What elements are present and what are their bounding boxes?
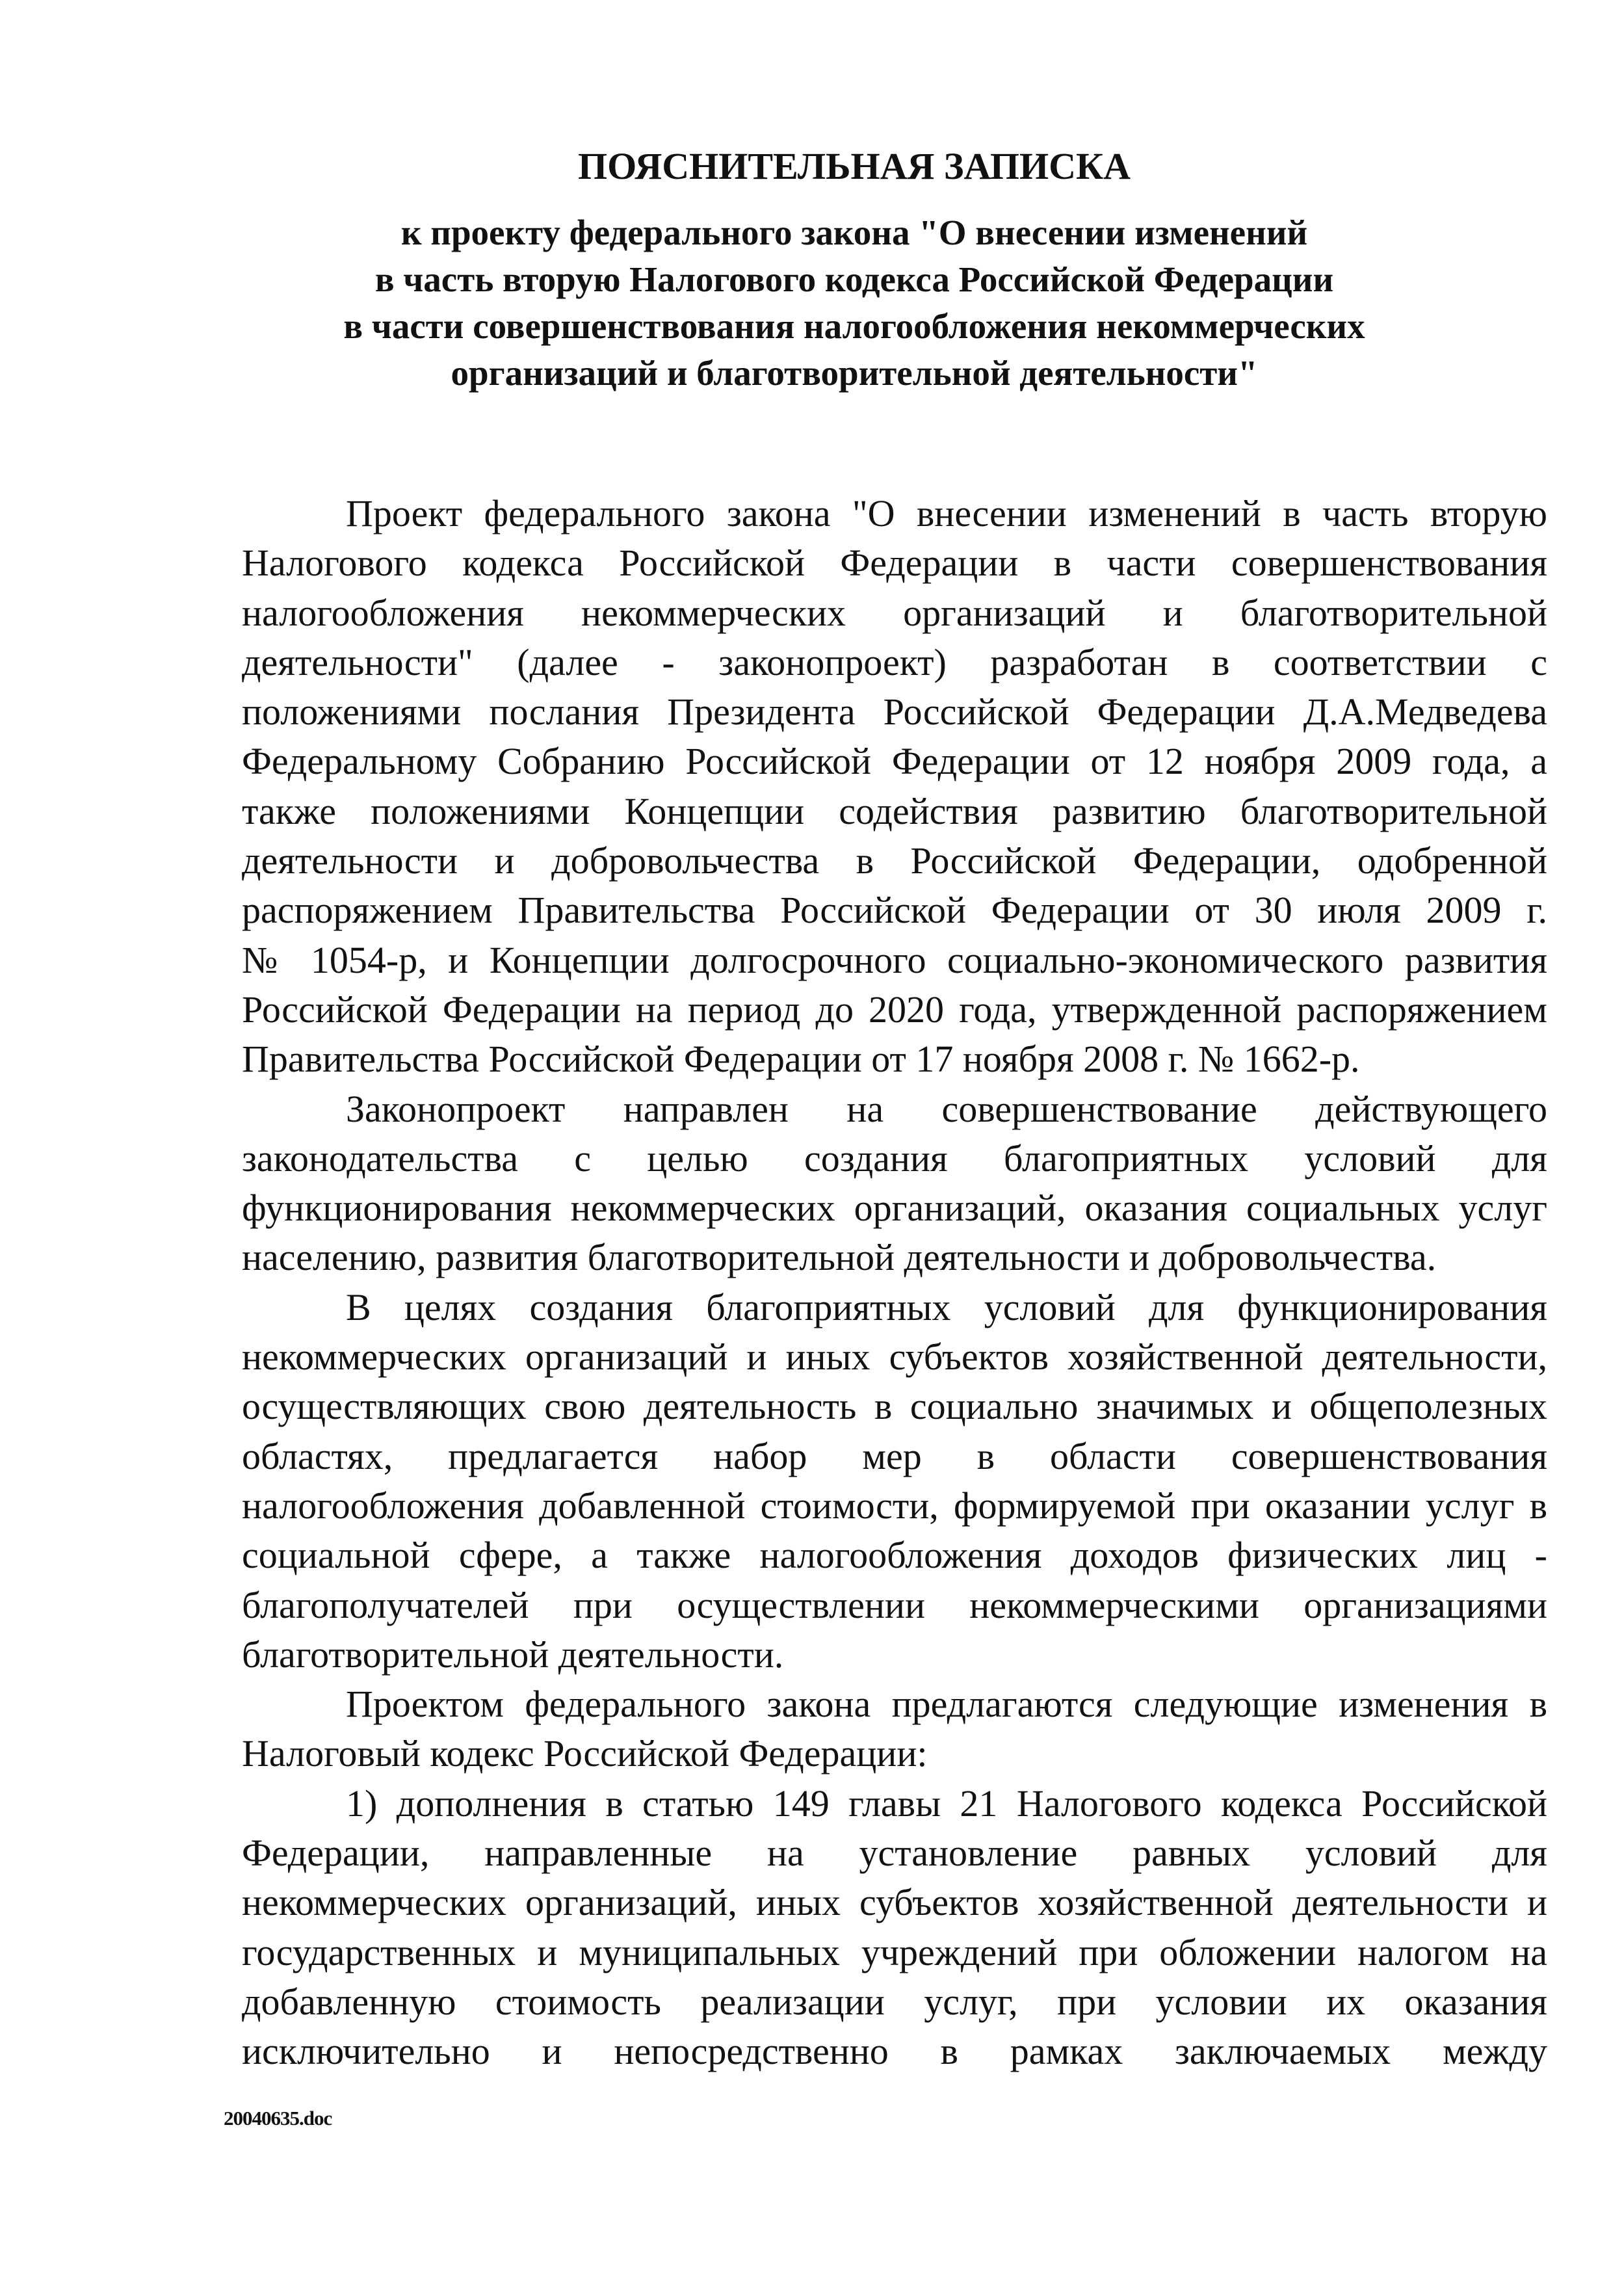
paragraph — [242, 1085, 1547, 1283]
paragraph — [242, 1779, 1547, 2077]
text-line: № 1054-р, и Концепции долгосрочного социально-экономического развития — [242, 938, 1547, 981]
text-line: также положениями Концепции содействия развитию благотворительной — [242, 789, 1547, 832]
paragraph — [242, 1283, 1547, 1680]
text-line: деятельности" (далее - законопроект) разработан в соответствии с — [242, 640, 1547, 683]
text-line: Налоговый кодекс Российской Федерации: — [242, 1732, 928, 1775]
subtitle-line: в часть вторую Налогового кодекса Российской Федерации — [374, 259, 1334, 299]
text-line: Проект федерального закона "О внесении изменений в часть вторую — [346, 492, 1547, 534]
text-line: Законопроект направлен на совершенствование действующего — [346, 1087, 1547, 1130]
text-line: благотворительной деятельности. — [242, 1633, 784, 1676]
text-line: Федерации, направленные на установление равных условий для — [242, 1832, 1547, 1875]
text-line: осуществляющих свою деятельность в социально значимых и общеполезных — [242, 1385, 1547, 1428]
text-line: благополучателей при осуществлении некоммерческими организациями — [242, 1583, 1547, 1626]
text-line: законодательства с целью создания благоприятных условий для — [242, 1137, 1547, 1180]
text-line: деятельности и добровольчества в Российской Федерации, одобренной — [242, 839, 1547, 882]
text-line: областях, предлагается набор мер в области совершенствования — [242, 1434, 1547, 1477]
text-line: населению, развития благотворительной деятельности и добровольчества. — [242, 1236, 1437, 1279]
text-line: добавленную стоимость реализации услуг, при условии их оказания — [242, 1980, 1547, 2023]
document-body — [242, 489, 1547, 2077]
text-line: государственных и муниципальных учреждений при обложении налогом на — [242, 1931, 1547, 1973]
document-subtitle — [0, 209, 1624, 397]
subtitle-line: к проекту федерального закона "О внесении изменений — [400, 213, 1308, 252]
text-line: некоммерческих организаций, иных субъектов хозяйственной деятельности и — [242, 1881, 1547, 1924]
subtitle-line: в части совершенствования налогообложения некоммерческих — [343, 306, 1365, 346]
text-line: функционирования некоммерческих организаций, оказания социальных услуг — [242, 1187, 1547, 1230]
text-line: налогообложения добавленной стоимости, формируемой при оказании услуг в — [242, 1484, 1547, 1527]
text-line: 1) дополнения в статью 149 главы 21 Налогового кодекса Российской — [346, 1782, 1547, 1825]
text-line: В целях создания благоприятных условий для функционирования — [346, 1286, 1547, 1328]
text-line: Правительства Российской Федерации от 17 ноября 2008 г. № 1662-р. — [242, 1038, 1360, 1081]
file-name-footer: 20040635.doc — [224, 2107, 332, 2129]
text-line: Налогового кодекса Российской Федерации в части совершенствования — [242, 542, 1547, 585]
document-title: ПОЯСНИТЕЛЬНАЯ ЗАПИСКА — [577, 145, 1131, 187]
paragraph — [242, 1680, 1547, 1779]
paragraph — [242, 489, 1547, 1085]
text-line: некоммерческих организаций и иных субъектов хозяйственной деятельности, — [242, 1336, 1547, 1378]
text-line: налогообложения некоммерческих организаций и благотворительной — [242, 591, 1547, 634]
text-line: социальной сфере, а также налогообложения доходов физических лиц - — [242, 1534, 1547, 1577]
text-line: исключительно и непосредственно в рамках заключаемых между — [242, 2030, 1547, 2073]
text-line: положениями послания Президента Российской Федерации Д.А.Медведева — [242, 691, 1547, 733]
text-line: Федеральному Собранию Российской Федерации от 12 ноября 2009 года, а — [242, 740, 1547, 783]
text-line: Проектом федерального закона предлагаются следующие изменения в — [346, 1683, 1547, 1726]
text-line: Российской Федерации на период до 2020 года, утвержденной распоряжением — [242, 988, 1547, 1031]
subtitle-line: организаций и благотворительной деятельности" — [451, 353, 1258, 393]
text-line: распоряжением Правительства Российской Федерации от 30 июля 2009 г. — [242, 889, 1547, 932]
